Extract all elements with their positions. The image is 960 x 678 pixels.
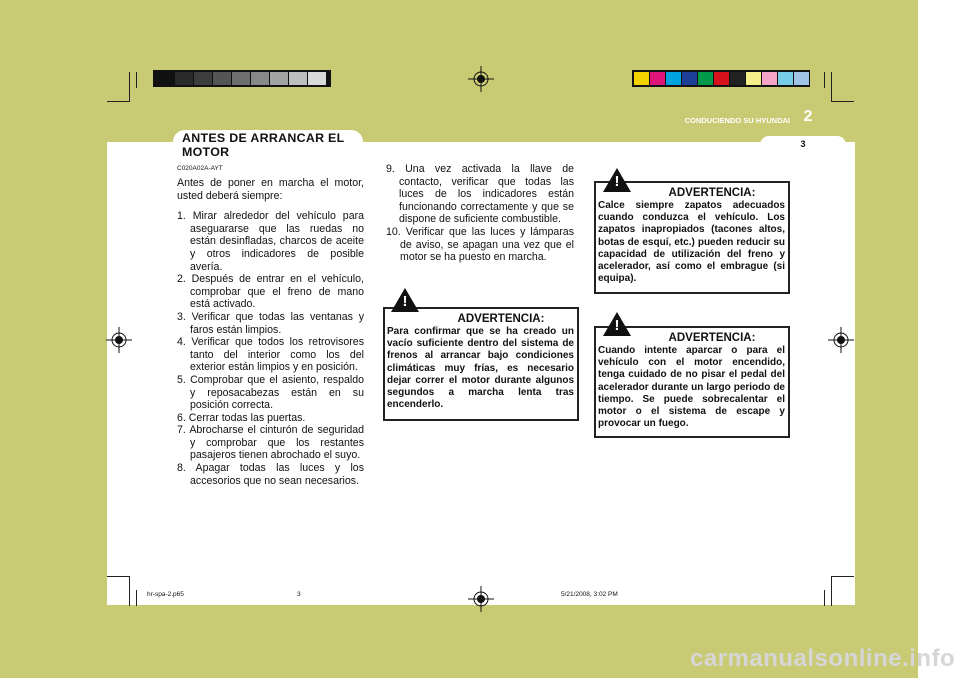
color-swatch [794,72,809,85]
page-number: 3 [800,139,806,149]
crop-mark [824,72,825,88]
color-swatch [666,72,681,85]
warning-text: Para confirmar que se ha creado un vacío suficiente dentro del sistema de frenos al arrancar bajo condiciones climáticas muy frías, es necesario dejar correr el motor durante algunos segundos a marcha lenta tras encenderlo. [387,326,574,411]
color-swatch [156,72,174,85]
warning-title: ADVERTENCIA: [457,313,545,325]
chapter-label: CONDUCIENDO SU HYUNDAI [684,116,790,125]
list-item: 9. Una vez activada la llave de contacto, verificar que todas las luces de los indicadores están funcionando correctamente y que se dispone de suficiente combustible. [386,163,574,226]
color-swatch [714,72,729,85]
warning-text: Calce siempre zapatos adecuados cuando conduzca el vehículo. Los zapatos inapropiados (tacones altos, botas de esquí, etc.) pueden reducir su capacidad de utilización del freno y acelerador, así como el embrague (si equipa). [598,200,785,285]
crop-mark [129,72,130,102]
warning-box [383,307,579,421]
warning-title: ADVERTENCIA: [668,332,756,344]
color-swatch [778,72,793,85]
list-item: 2. Después de entrar en el vehículo, comprobar que el freno de mano está activado. [177,273,364,311]
registration-mark-icon [106,327,132,353]
crop-mark [831,576,832,606]
gray-color-bar [153,70,331,87]
footer-timestamp: 5/21/2008, 3:02 PM [561,591,618,598]
crop-mark [107,576,129,577]
section-code: C020A02A-AYT [177,165,223,172]
color-swatch [251,72,269,85]
chapter-number: 2 [803,108,813,125]
list-item: 3. Verificar que todas las ventanas y faros están limpios. [177,310,364,336]
color-swatch [730,72,745,85]
crop-mark [824,590,825,606]
registration-mark-icon [828,327,854,353]
section-title: ANTES DE ARRANCAR EL MOTOR [182,131,345,159]
color-swatch [270,72,288,85]
color-swatch [289,72,307,85]
warning-text: Cuando intente aparcar o para el vehículo con el motor encendido, tenga cuidado de no pisar el pedal del acelerador durante un largo periodo de tiempo. Se puede sobrecalentar el motor o el sistema de escape y provocar un fuego. [598,345,785,430]
list-item: 1. Mirar alrededor del vehículo para aseguararse que las ruedas no están desinfladas, charcos de aceite y otros indicadores de posible avería. [177,210,364,273]
list-item: 4. Verificar que todos los retrovisores tanto del interior como los del exterior están limpios y en posición. [177,336,364,374]
list-item: 6. Cerrar todas las puertas. [177,411,306,424]
exclamation-triangle-icon: ! [603,168,631,192]
registration-mark-icon [468,586,494,612]
crop-mark [832,101,854,102]
registration-mark-icon [468,66,494,92]
color-swatch [762,72,777,85]
color-swatch [682,72,697,85]
color-swatch [213,72,231,85]
text-column-left [177,177,364,487]
text-column-middle [386,163,574,264]
watermark: carmanualsonline.info [690,645,956,672]
exclamation-triangle-icon: ! [391,288,419,312]
color-swatch [308,72,326,85]
warning-box [594,181,790,294]
crop-mark [136,72,137,88]
color-swatch [746,72,761,85]
crop-mark [832,576,854,577]
exclamation-triangle-icon: ! [603,312,631,336]
color-swatch [634,72,649,85]
color-bar [632,70,810,87]
footer-page: 3 [297,591,301,598]
crop-mark [129,576,130,606]
warning-box [594,326,790,438]
color-swatch [650,72,665,85]
crop-mark [107,101,129,102]
footer-file-name: hr-spa-2.p65 [147,591,184,598]
color-swatch [232,72,250,85]
warning-title: ADVERTENCIA: [668,187,756,199]
color-swatch [175,72,193,85]
crop-mark [136,590,137,606]
crop-mark [831,72,832,102]
color-swatch [194,72,212,85]
intro-paragraph: Antes de poner en marcha el motor, usted deberá siempre: [177,177,364,202]
list-item: 5. Comprobar que el asiento, respaldo y reposacabezas están en su posición correcta. [177,373,364,412]
list-item: 8. Apagar todas las luces y los accesorios que no sean necesarios. [177,462,364,487]
list-item: 7. Abrocharse el cinturón de seguridad y comprobar que los restantes pasajeros tienen abrochado el suyo. [177,424,364,462]
color-swatch [698,72,713,85]
list-item: 10. Verificar que las luces y lámparas de aviso, se apagan una vez que el motor se ha puesto en marcha. [386,225,574,264]
